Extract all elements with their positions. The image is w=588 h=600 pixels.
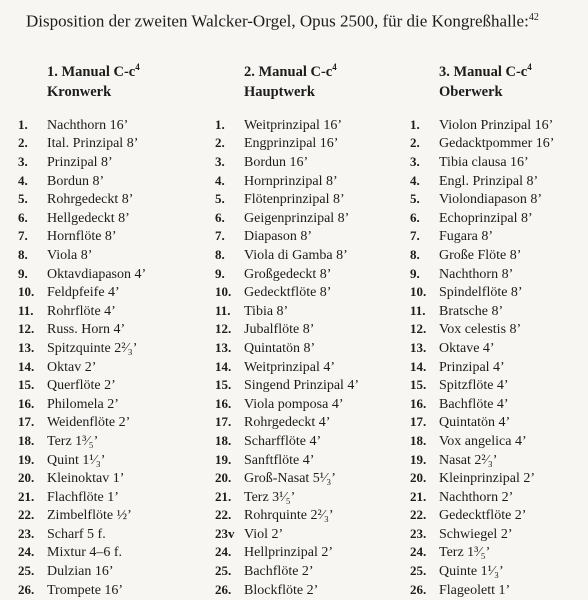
stop-row (215, 413, 359, 432)
stop-number: 3. (215, 154, 225, 170)
stop-number: 20. (18, 470, 35, 486)
stop-name: Hornprinzipal 8’ (244, 173, 338, 189)
stop-name: Violondiapason 8’ (439, 192, 542, 208)
stop-row (215, 581, 359, 600)
stop-number: 2. (215, 135, 225, 151)
stop-row (215, 320, 359, 339)
stop-number: 26. (18, 581, 35, 597)
stop-name: Engl. Prinzipal 8’ (439, 173, 539, 189)
stop-row (18, 581, 146, 600)
stop-row (410, 116, 554, 135)
stop-row (410, 469, 554, 488)
stop-name: Sanftflöte 4’ (244, 452, 315, 468)
stop-number: 1. (215, 116, 225, 132)
stop-number: 3. (410, 154, 420, 170)
stop-name: Spitzquinte 2²⁄₃’ (47, 340, 138, 356)
stop-number: 9. (410, 265, 420, 281)
stop-name: Jubalflöte 8’ (244, 322, 315, 338)
stop-row (215, 302, 359, 321)
stop-name: Bordun 8’ (47, 173, 105, 189)
manual-heading-label: 2. Manual C-c (244, 63, 333, 80)
stop-number: 5. (18, 191, 28, 207)
stop-row (18, 432, 146, 451)
stop-number: 19. (215, 451, 232, 467)
stop-name: Engprinzipal 16’ (244, 136, 339, 152)
stop-row (18, 395, 146, 414)
stop-name: Viola pomposa 4’ (244, 396, 344, 412)
stop-name: Dulzian 16’ (47, 564, 114, 580)
stop-name: Nachthorn 16’ (47, 117, 129, 133)
stop-name: Geigenprinzipal 8’ (244, 210, 350, 226)
stop-number: 16. (18, 395, 35, 411)
stop-name: Spindelflöte 8’ (439, 285, 523, 301)
stop-row (410, 246, 554, 265)
stop-number: 25. (215, 563, 232, 579)
stop-row (215, 376, 359, 395)
stop-row (410, 153, 554, 172)
stop-number: 22. (215, 507, 232, 523)
stop-number: 13. (410, 339, 427, 355)
stop-name: Spitzflöte 4’ (439, 378, 509, 394)
stop-number: 24. (215, 544, 232, 560)
stop-row (18, 283, 146, 302)
stop-name: Schwiegel 2’ (439, 526, 513, 542)
stop-row (215, 209, 359, 228)
stop-name: Quintatön 8’ (244, 340, 316, 356)
stop-name: Weidenflöte 2’ (47, 415, 131, 431)
stop-number: 20. (215, 470, 232, 486)
stop-name: Scharfflöte 4’ (244, 433, 322, 449)
stop-row (410, 432, 554, 451)
manual-heading (439, 57, 554, 102)
stop-row (215, 488, 359, 507)
stop-name: Oktav 2’ (47, 359, 97, 375)
stop-row (410, 395, 554, 414)
stop-row (410, 376, 554, 395)
manual-name: Hauptwerk (244, 83, 315, 100)
stop-list (18, 116, 146, 599)
stop-name: Fugara 8’ (439, 229, 494, 245)
stop-number: 4. (410, 172, 420, 188)
stop-row (410, 209, 554, 228)
stop-name: Feldpfeife 4’ (47, 285, 120, 301)
stop-row (215, 190, 359, 209)
stop-name: Nasat 2²⁄₃’ (439, 452, 498, 468)
stop-number: 6. (18, 209, 28, 225)
stop-row (215, 172, 359, 191)
stop-name: Violon Prinzipal 16’ (439, 117, 554, 133)
stop-number: 25. (18, 563, 35, 579)
stop-name: Kleinprinzipal 2’ (439, 471, 536, 487)
stop-row (215, 432, 359, 451)
stop-number: 11. (18, 302, 34, 318)
stop-number: 8. (410, 246, 420, 262)
stop-name: Prinzipal 4’ (439, 359, 505, 375)
stop-row (410, 451, 554, 470)
stop-number: 4. (18, 172, 28, 188)
stop-row (215, 134, 359, 153)
stop-number: 6. (215, 209, 225, 225)
stop-row (18, 153, 146, 172)
stop-number: 8. (18, 246, 28, 262)
footnote-marker: 42 (528, 12, 539, 23)
stop-name: Tibia clausa 16’ (439, 155, 529, 171)
stop-number: 26. (410, 581, 427, 597)
stop-number: 13. (215, 339, 232, 355)
stop-name: Hellprinzipal 2’ (244, 545, 334, 561)
stop-number: 1. (18, 116, 28, 132)
stop-number: 17. (410, 414, 427, 430)
stop-number: 15. (215, 377, 232, 393)
manual-heading-label: 1. Manual C-c (47, 63, 136, 80)
stop-row (215, 358, 359, 377)
stop-row (215, 227, 359, 246)
stop-list (215, 116, 359, 599)
stop-number: 2. (410, 135, 420, 151)
stop-row (410, 172, 554, 191)
document-title (12, 6, 582, 34)
stop-row (410, 190, 554, 209)
stop-row (215, 469, 359, 488)
stop-row (410, 227, 554, 246)
stop-number: 22. (18, 507, 35, 523)
manual-column-kronwerk (18, 57, 146, 599)
stop-row (215, 525, 359, 544)
stop-number: 17. (215, 414, 232, 430)
stop-row (410, 283, 554, 302)
stop-number: 3. (18, 154, 28, 170)
stop-row (410, 543, 554, 562)
stop-number: 7. (215, 228, 225, 244)
stop-row (410, 265, 554, 284)
stop-row (215, 562, 359, 581)
stop-number: 8. (215, 246, 225, 262)
stop-row (18, 358, 146, 377)
stop-name: Vox celestis 8’ (439, 322, 522, 338)
stop-row (215, 395, 359, 414)
stop-number: 10. (410, 284, 427, 300)
stop-name: Großgedeckt 8’ (244, 266, 332, 282)
stop-number: 17. (18, 414, 35, 430)
stop-number: 26. (215, 581, 232, 597)
stop-name: Quinte 1¹⁄₃’ (439, 564, 504, 580)
stop-row (410, 488, 554, 507)
stop-number: 20. (410, 470, 427, 486)
stop-name: Flageolett 1’ (439, 582, 511, 598)
stop-name: Gedacktpommer 16’ (439, 136, 555, 152)
manual-heading-sup: 4 (332, 62, 337, 72)
manual-name: Oberwerk (439, 83, 503, 100)
stop-number: 7. (410, 228, 420, 244)
stop-name: Bachflöte 2’ (244, 564, 314, 580)
stop-number: 23. (18, 525, 35, 541)
stop-name: Ital. Prinzipal 8’ (47, 136, 139, 152)
stop-number: 14. (410, 358, 427, 374)
stop-number: 5. (410, 191, 420, 207)
stop-number: 12. (18, 321, 35, 337)
stop-row (410, 134, 554, 153)
stop-row (410, 413, 554, 432)
stop-number: 14. (215, 358, 232, 374)
stop-row (18, 562, 146, 581)
stop-name: Zimbelflöte ½’ (47, 508, 132, 524)
stop-name: Mixtur 4–6 f. (47, 545, 123, 561)
stop-number: 1. (410, 116, 420, 132)
stop-number: 21. (18, 488, 35, 504)
stop-number: 15. (18, 377, 35, 393)
stop-number: 14. (18, 358, 35, 374)
manual-name: Kronwerk (47, 83, 112, 100)
stop-name: Flötenprinzipal 8’ (244, 192, 345, 208)
stop-number: 12. (215, 321, 232, 337)
stop-number: 19. (410, 451, 427, 467)
stop-name: Flachflöte 1’ (47, 489, 119, 505)
stop-number: 2. (18, 135, 28, 151)
manual-heading-label: 3. Manual C-c (439, 63, 528, 80)
stop-name: Terz 1³⁄₅’ (439, 545, 491, 561)
stop-name: Diapason 8’ (244, 229, 313, 245)
stop-name: Philomela 2’ (47, 396, 119, 412)
stop-number: 15. (410, 377, 427, 393)
stop-row (410, 339, 554, 358)
stop-row (18, 543, 146, 562)
stop-number: 23. (410, 525, 427, 541)
stop-number: 11. (410, 302, 426, 318)
stop-number: 24. (18, 544, 35, 560)
stop-name: Terz 3¹⁄₅’ (244, 489, 296, 505)
manual-heading-sup: 4 (135, 62, 140, 72)
stop-name: Bachflöte 4’ (439, 396, 509, 412)
stop-number: 21. (215, 488, 232, 504)
stop-name: Prinzipal 8’ (47, 155, 113, 171)
stop-name: Viola di Gamba 8’ (244, 247, 348, 263)
stop-row (18, 302, 146, 321)
stop-number: 24. (410, 544, 427, 560)
stop-name: Tibia 8’ (244, 303, 289, 319)
stop-name: Terz 1³⁄₅’ (47, 433, 99, 449)
stop-number: 9. (215, 265, 225, 281)
stop-row (215, 451, 359, 470)
stop-row (18, 134, 146, 153)
stop-number: 6. (410, 209, 420, 225)
stop-row (18, 320, 146, 339)
stop-number: 18. (18, 432, 35, 448)
stop-name: Scharf 5 f. (47, 526, 106, 542)
stop-row (410, 562, 554, 581)
manual-heading (47, 57, 146, 102)
stop-number: 16. (410, 395, 427, 411)
stop-number: 23v (215, 525, 235, 541)
stop-row (18, 506, 146, 525)
stop-number: 25. (410, 563, 427, 579)
stop-row (18, 413, 146, 432)
stop-name: Russ. Horn 4’ (47, 322, 126, 338)
manual-column-hauptwerk (215, 57, 359, 599)
stop-row (18, 451, 146, 470)
stop-name: Rohrflöte 4’ (47, 303, 116, 319)
manual-heading-sup: 4 (527, 62, 532, 72)
stop-row (18, 339, 146, 358)
stop-row (410, 506, 554, 525)
stop-name: Singend Prinzipal 4’ (244, 378, 360, 394)
stop-number: 16. (215, 395, 232, 411)
stop-number: 22. (410, 507, 427, 523)
stop-name: Weitprinzipal 16’ (244, 117, 343, 133)
stop-number: 7. (18, 228, 28, 244)
stop-name: Große Flöte 8’ (439, 247, 522, 263)
stop-name: Viol 2’ (244, 526, 284, 542)
stop-list (410, 116, 554, 599)
title-text: Disposition der zweiten Walcker-Orgel, Opus 2500, für die Kongreßhalle: (26, 11, 529, 31)
stop-row (410, 302, 554, 321)
stop-name: Quintatön 4’ (439, 415, 511, 431)
stop-name: Groß-Nasat 5¹⁄₃’ (244, 471, 336, 487)
stop-row (18, 376, 146, 395)
stop-row (410, 320, 554, 339)
manual-heading (244, 57, 359, 102)
stop-name: Rohrgedeckt 8’ (47, 192, 134, 208)
stop-row (215, 506, 359, 525)
stop-number: 4. (215, 172, 225, 188)
stop-name: Kleinoktav 1’ (47, 471, 125, 487)
stop-number: 5. (215, 191, 225, 207)
stop-name: Gedecktflöte 2’ (439, 508, 527, 524)
stop-number: 13. (18, 339, 35, 355)
stop-name: Hornflöte 8’ (47, 229, 117, 245)
stop-row (215, 153, 359, 172)
stop-row (410, 525, 554, 544)
stop-row (18, 265, 146, 284)
stop-row (18, 116, 146, 135)
stop-name: Quint 1¹⁄₃’ (47, 452, 106, 468)
stop-name: Blockflöte 2’ (244, 582, 319, 598)
stop-number: 9. (18, 265, 28, 281)
stop-number: 10. (215, 284, 232, 300)
stop-name: Viola 8’ (47, 247, 93, 263)
stop-name: Bordun 16’ (244, 155, 309, 171)
stop-row (18, 190, 146, 209)
stop-name: Hellgedeckt 8’ (47, 210, 130, 226)
stop-row (18, 172, 146, 191)
stop-name: Nachthorn 2’ (439, 489, 514, 505)
stop-name: Bratsche 8’ (439, 303, 504, 319)
stop-number: 11. (215, 302, 231, 318)
stop-number: 18. (410, 432, 427, 448)
stop-row (215, 265, 359, 284)
stop-name: Oktave 4’ (439, 340, 495, 356)
stop-number: 10. (18, 284, 35, 300)
stop-row (18, 246, 146, 265)
stop-name: Querflöte 2’ (47, 378, 116, 394)
stop-name: Nachthorn 8’ (439, 266, 514, 282)
stop-row (215, 283, 359, 302)
stop-row (215, 543, 359, 562)
stop-row (410, 581, 554, 600)
stop-name: Rohrgedeckt 4’ (244, 415, 331, 431)
stop-name: Gedecktflöte 8’ (244, 285, 332, 301)
stop-row (215, 339, 359, 358)
stop-name: Weitprinzipal 4’ (244, 359, 336, 375)
stop-row (18, 209, 146, 228)
stop-row (410, 358, 554, 377)
stop-number: 18. (215, 432, 232, 448)
stop-row (18, 525, 146, 544)
stop-number: 12. (410, 321, 427, 337)
stop-name: Vox angelica 4’ (439, 433, 527, 449)
stop-row (215, 116, 359, 135)
stop-row (18, 227, 146, 246)
manual-column-oberwerk (410, 57, 554, 599)
stop-number: 19. (18, 451, 35, 467)
stop-row (215, 246, 359, 265)
stop-name: Rohrquinte 2²⁄₃’ (244, 508, 334, 524)
stop-name: Oktavdiapason 4’ (47, 266, 147, 282)
stop-row (18, 469, 146, 488)
stop-name: Trompete 16’ (47, 582, 124, 598)
stop-name: Echoprinzipal 8’ (439, 210, 533, 226)
stop-row (18, 488, 146, 507)
stop-number: 21. (410, 488, 427, 504)
